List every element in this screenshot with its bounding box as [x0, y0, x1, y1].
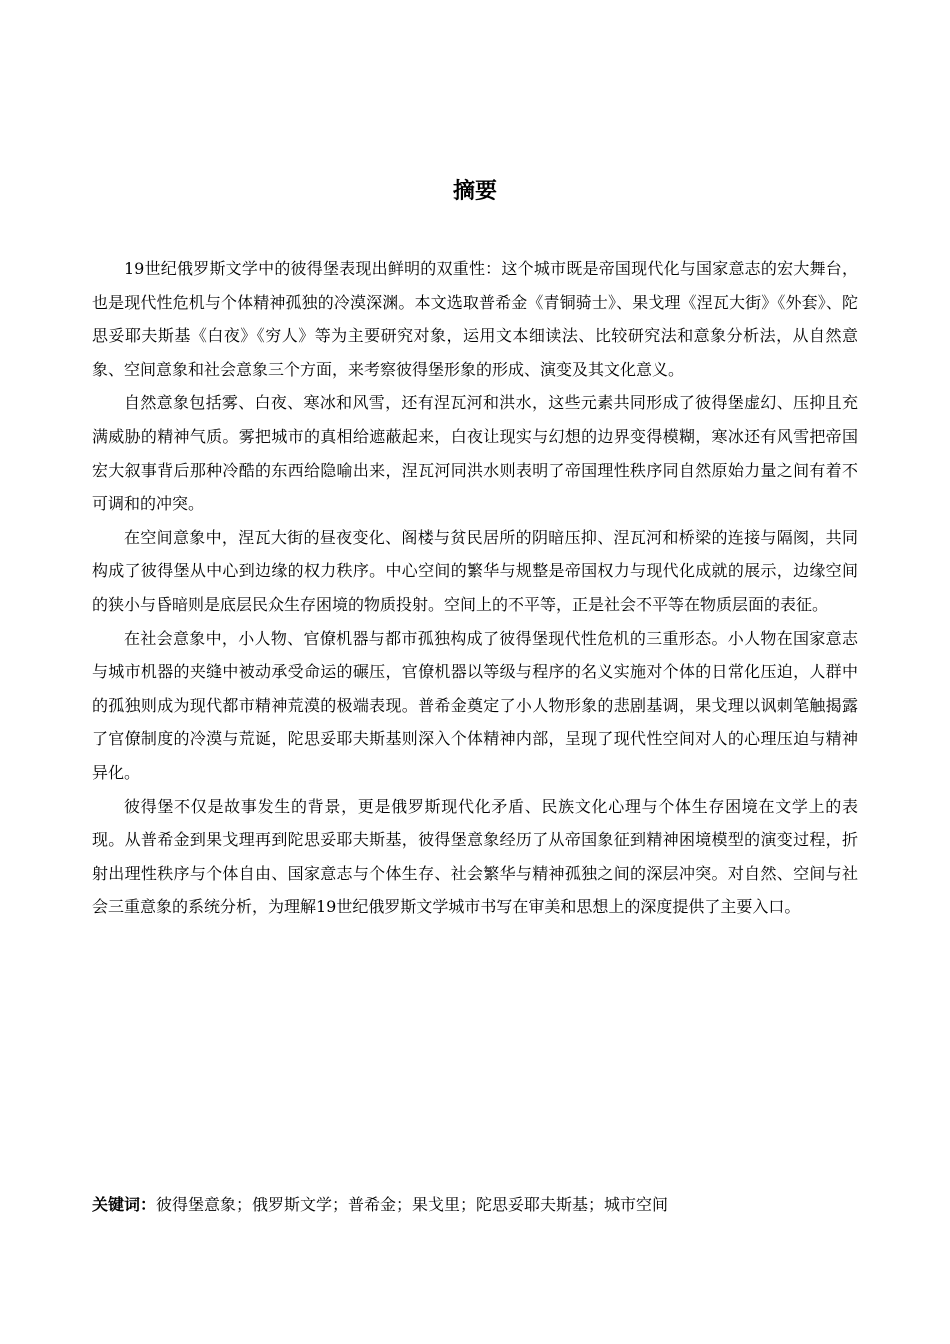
abstract-paragraph-3: 在空间意象中，涅瓦大街的昼夜变化、阁楼与贫民居所的阴暗压抑、涅瓦河和桥梁的连接与隔阂，共同构成了彼得堡从中心到边缘的权力秩序。中心空间的繁华与规整是帝国权力与现代化成就的展示，边缘空间的狭小与昏暗则是底层民众生存困境的物质投射。空间上的不平等，正是社会不平等在物质层面的表征。 — [92, 527, 858, 614]
abstract-paragraph-1: 19世纪俄罗斯文学中的彼得堡表现出鲜明的双重性：这个城市既是帝国现代化与国家意志的宏大舞台，也是现代性危机与个体精神孤独的冷漠深渊。本文选取普希金《青铜骑士》、果戈理《涅瓦大街》《外套》、陀思妥耶夫斯基《白夜》《穷人》等为主要研究对象，运用文本细读法、比较研究法和意象分析法，从自然意象、空间意象和社会意象三个方面，来考察彼得堡形象的形成、演变及其文化意义。 — [92, 259, 858, 379]
abstract-paragraph-2: 自然意象包括雾、白夜、寒冰和风雪，还有涅瓦河和洪水，这些元素共同形成了彼得堡虚幻、压抑且充满威胁的精神气质。雾把城市的真相给遮蔽起来，白夜让现实与幻想的边界变得模糊，寒冰还有风雪把帝国宏大叙事背后那种冷酷的东西给隐喻出来，涅瓦河同洪水则表明了帝国理性秩序同自然原始力量之间有着不可调和的冲突。 — [92, 393, 858, 514]
abstract-body — [92, 252, 858, 924]
abstract-paragraph-4: 在社会意象中，小人物、官僚机器与都市孤独构成了彼得堡现代性危机的三重形态。小人物在国家意志与城市机器的夹缝中被动承受命运的碾压，官僚机器以等级与程序的名义实施对个体的日常化压迫，人群中的孤独则成为现代都市精神荒漠的极端表现。普希金奠定了小人物形象的悲剧基调，果戈理以讽刺笔触揭露了官僚制度的冷漠与荒诞，陀思妥耶夫斯基则深入个体精神内部，呈现了现代性空间对人的心理压迫与精神异化。 — [92, 628, 858, 782]
keywords-line — [92, 1188, 858, 1221]
keywords-text: 彼得堡意象；俄罗斯文学；普希金；果戈里；陀思妥耶夫斯基；城市空间 — [156, 1195, 669, 1214]
abstract-paragraph-5: 彼得堡不仅是故事发生的背景，更是俄罗斯现代化矛盾、民族文化心理与个体生存困境在文学上的表现。从普希金到果戈理再到陀思妥耶夫斯基，彼得堡意象经历了从帝国象征到精神困境模型的演变过程，折射出理性秩序与个体自由、国家意志与个体生存、社会繁华与精神孤独之间的深层冲突。对自然、空间与社会三重意象的系统分析，为理解19世纪俄罗斯文学城市书写在审美和思想上的深度提供了主要入口。 — [92, 796, 858, 917]
keywords-label: 关键词： — [92, 1195, 157, 1214]
abstract-title: 摘要 — [452, 179, 497, 204]
